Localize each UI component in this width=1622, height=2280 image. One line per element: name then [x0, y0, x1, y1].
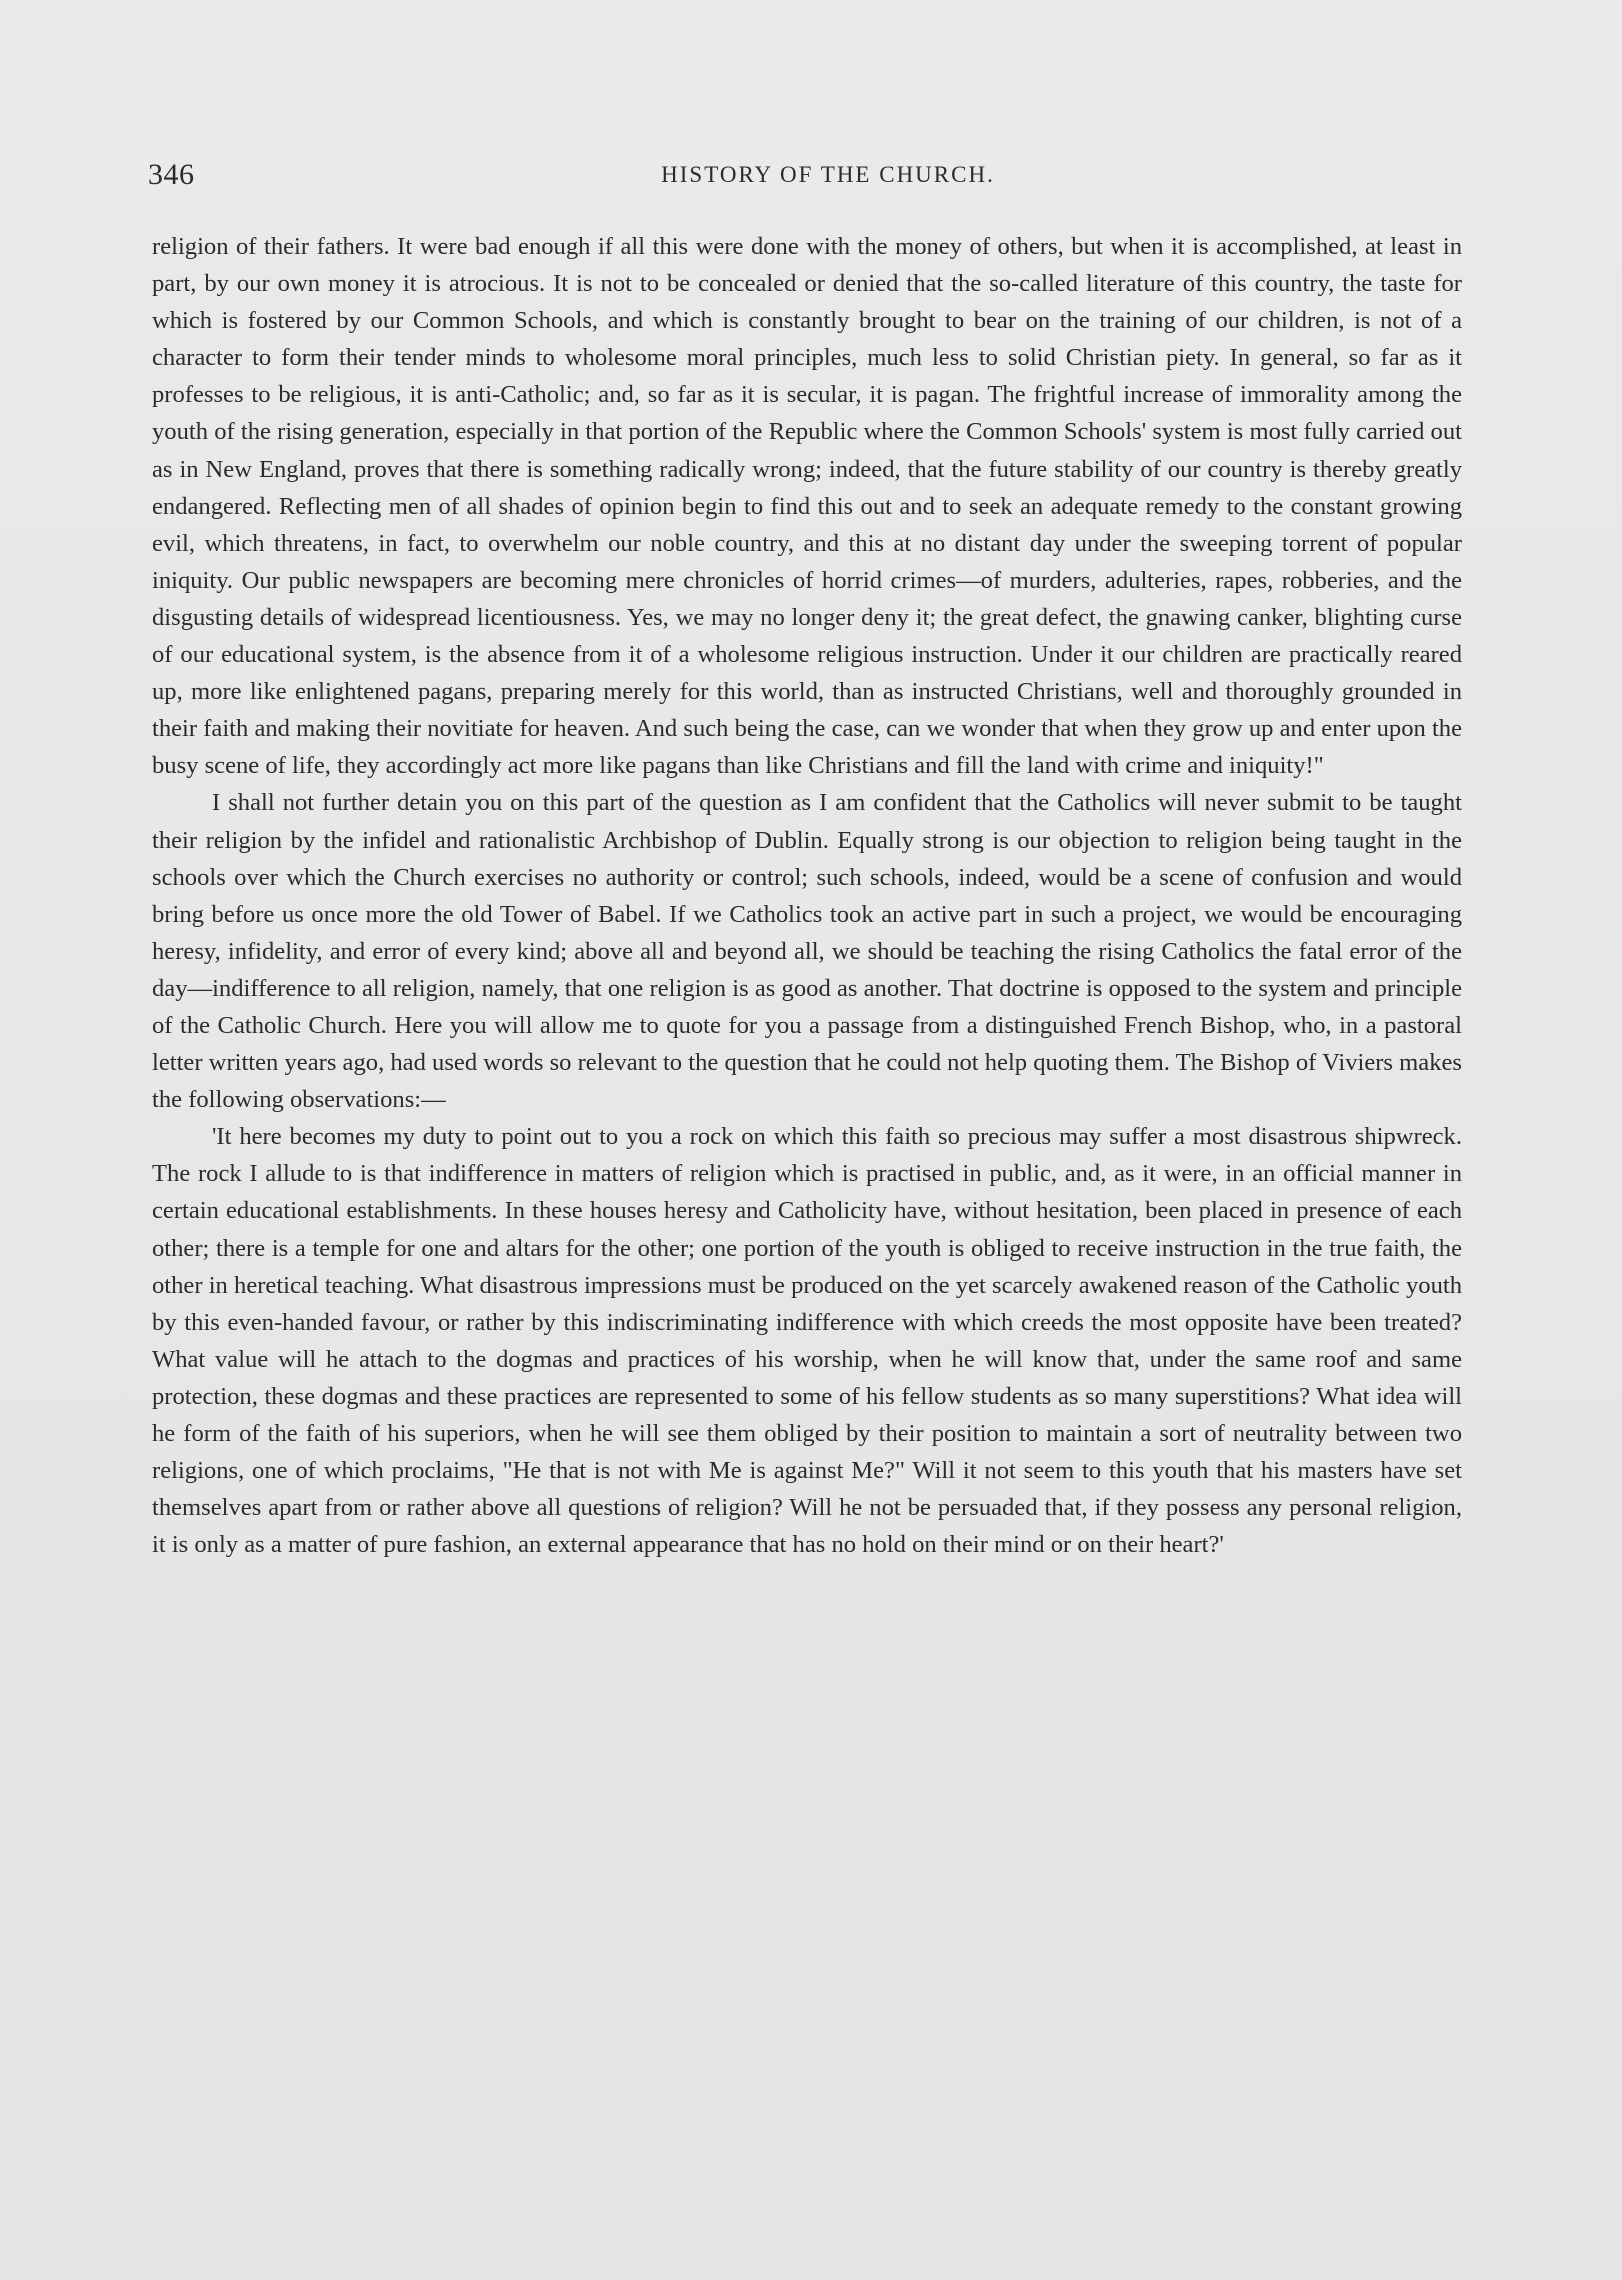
paragraph: I shall not further detain you on this part of the question as I am confident that the Catholics will never submit to be taught their religion by the infidel and rationalistic Archbishop of Dublin. Equally strong is our objection to religion being taught in the schools over which the Church exercises no authority or control; such schools, indeed, would be a scene of confusion and would bring before us once more the old Tower of Babel. If we Catholics took an active part in such a project, we would be encouraging heresy, infidelity, and error of every kind; above all and beyond all, we should be teaching the rising Catholics the fatal error of the day—indifference to all religion, namely, that one religion is as good as another. That doctrine is opposed to the system and principle of the Catholic Church. Here you will allow me to quote for you a passage from a distinguished French Bishop, who, in a pastoral letter written years ago, had used words so relevant to the question that he could not help quoting them. The Bishop of Viviers makes the following observations:—	[152, 789, 1462, 1114]
page-header	[148, 158, 1468, 198]
running-title: HISTORY OF THE CHURCH.	[661, 162, 995, 187]
page-number: 346	[148, 158, 195, 191]
quoted-paragraph: 'It here becomes my duty to point out to you a rock on which this faith so precious may suffer a most disastrous shipwreck. The rock I allude to is that indifference in matters of religion which is practised in public, and, as it were, in an official manner in certain educational establishments. In these houses heresy and Catholicity have, without hesitation, been placed in presence of each other; there is a temple for one and altars for the other; one portion of the youth is obliged to receive instruction in the true faith, the other in heretical teaching. What disastrous impressions must be produced on the yet scarcely awakened reason of the Catholic youth by this even-handed favour, or rather by this indiscriminating indifference with which creeds the most opposite have been treated? What value will he attach to the dogmas and practices of his worship, when he will know that, under the same roof and same protection, these dogmas and these practices are represented to some of his fellow students as so many superstitions? What idea will he form of the faith of his superiors, when he will see them obliged by their position to maintain a sort of neutrality between two religions, one of which proclaims, "He that is not with Me is against Me?" Will it not seem to this youth that his masters have set themselves apart from or rather above all questions of religion? Will he not be persuaded that, if they possess any personal religion, it is only as a matter of pure fashion, an external appearance that has no hold on their mind or on their heart?'	[152, 1123, 1462, 1559]
paragraph-continuation: religion of their fathers. It were bad enough if all this were done with the money of others, but when it is accomplished, at least in part, by our own money it is atrocious. It is not to be concealed or denied that the so-called literature of this country, the taste for which is fostered by our Common Schools, and which is constantly brought to bear on the training of our children, is not of a character to form their tender minds to wholesome moral principles, much less to solid Christian piety. In general, so far as it professes to be religious, it is anti-Catholic; and, so far as it is secular, it is pagan. The frightful increase of immorality among the youth of the rising generation, especially in that portion of the Republic where the Common Schools' system is most fully carried out as in New England, proves that there is something radically wrong; indeed, that the future stability of our country is thereby greatly endangered. Reflecting men of all shades of opinion begin to find this out and to seek an adequate remedy to the constant growing evil, which threatens, in fact, to overwhelm our noble country, and this at no distant day under the sweeping torrent of popular iniquity. Our public newspapers are becoming mere chronicles of horrid crimes—of murders, adulteries, rapes, robberies, and the disgusting details of widespread licentiousness. Yes, we may no longer deny it; the great defect, the gnawing canker, blighting curse of our educational system, is the absence from it of a wholesome religious instruction. Under it our children are practically reared up, more like enlightened pagans, preparing merely for this world, than as instructed Christians, well and thoroughly grounded in their faith and making their novitiate for heaven. And such being the case, can we wonder that when they grow up and enter upon the busy scene of life, they accordingly act more like pagans than like Christians and fill the land with crime and iniquity!"	[152, 233, 1462, 780]
body-text	[152, 228, 1462, 1563]
